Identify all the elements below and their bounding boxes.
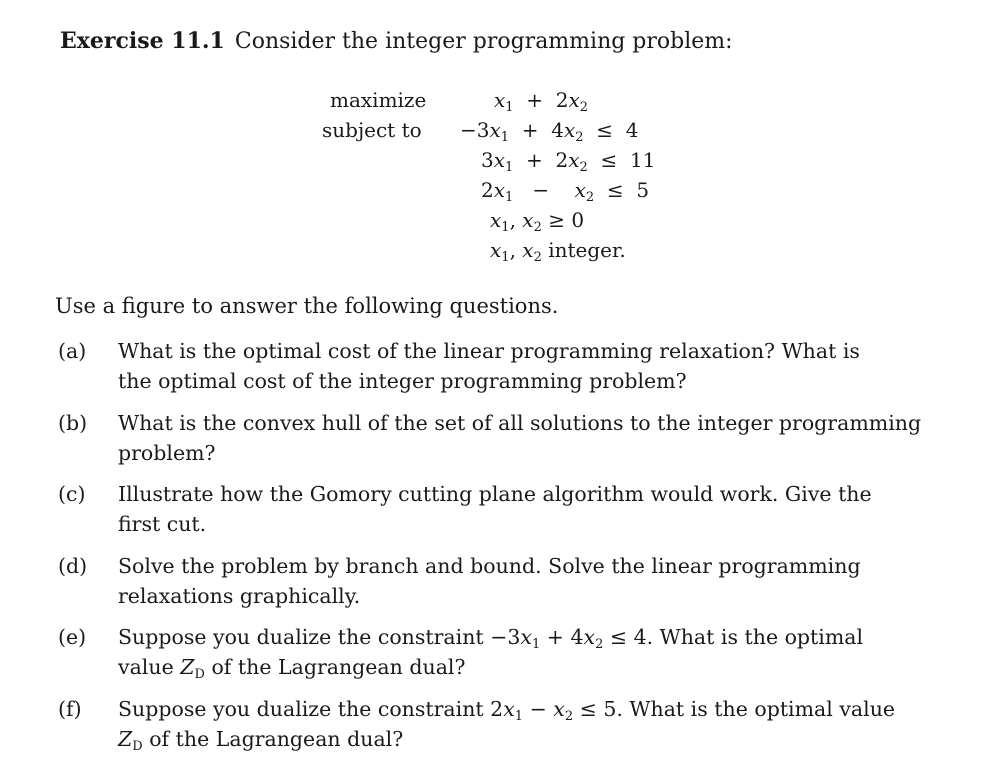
exercise-intro: Consider the integer programming problem: xyxy=(234,29,733,54)
question-text-line: Suppose you dualize the constraint $-3x_1 + 4x_2 \le 4$. What is the optimal xyxy=(118,625,864,652)
question-text-line: relaxations graphically. xyxy=(118,584,361,608)
constraints-label: subject to xyxy=(322,118,422,142)
exercise-heading xyxy=(60,28,733,54)
question-label: (c) xyxy=(58,482,86,506)
question-text-line: ZD of the Lagrangean dual? xyxy=(118,727,404,754)
question-text-line: problem? xyxy=(118,441,216,465)
question-label: (f) xyxy=(58,697,82,721)
question-text-line: Solve the problem by branch and bound. Solve the linear programming xyxy=(118,554,861,578)
constraint-3: $2x_1$ − $x_2 \le 5$ xyxy=(481,178,650,205)
question-text-line: Illustrate how the Gomory cutting plane algorithm would work. Give the xyxy=(118,482,872,506)
question-text-line: Suppose you dualize the constraint $2x_1 - x_2 \le 5$. What is the optimal value xyxy=(118,697,896,724)
question-text-line: the optimal cost of the integer programming problem? xyxy=(118,369,687,393)
instruction: Use a figure to answer the following questions. xyxy=(55,294,559,318)
question-text-line: value ZD of the Lagrangean dual? xyxy=(118,655,466,682)
integrality: $x_1$, $x_2$ integer. xyxy=(490,238,626,265)
question-label: (d) xyxy=(58,554,88,578)
objective-expression: $x_1 + 2x_2$ xyxy=(494,88,589,115)
exercise-number: Exercise 11.1 xyxy=(60,28,225,54)
nonnegativity: $x_1$, $x_2 \ge 0$ xyxy=(490,208,585,235)
objective-label: maximize xyxy=(330,88,427,112)
question-text-line: first cut. xyxy=(118,512,207,536)
question-text-line: What is the convex hull of the set of all solutions to the integer programming xyxy=(118,411,922,435)
question-label: (b) xyxy=(58,411,88,435)
constraint-2: $3x_1 + 2x_2 \le 11$ xyxy=(481,148,656,175)
constraint-1: $-3x_1 + 4x_2 \le 4$ xyxy=(460,118,639,145)
question-label: (a) xyxy=(58,339,87,363)
question-text-line: What is the optimal cost of the linear programming relaxation? What is xyxy=(118,339,860,363)
question-label: (e) xyxy=(58,625,87,649)
